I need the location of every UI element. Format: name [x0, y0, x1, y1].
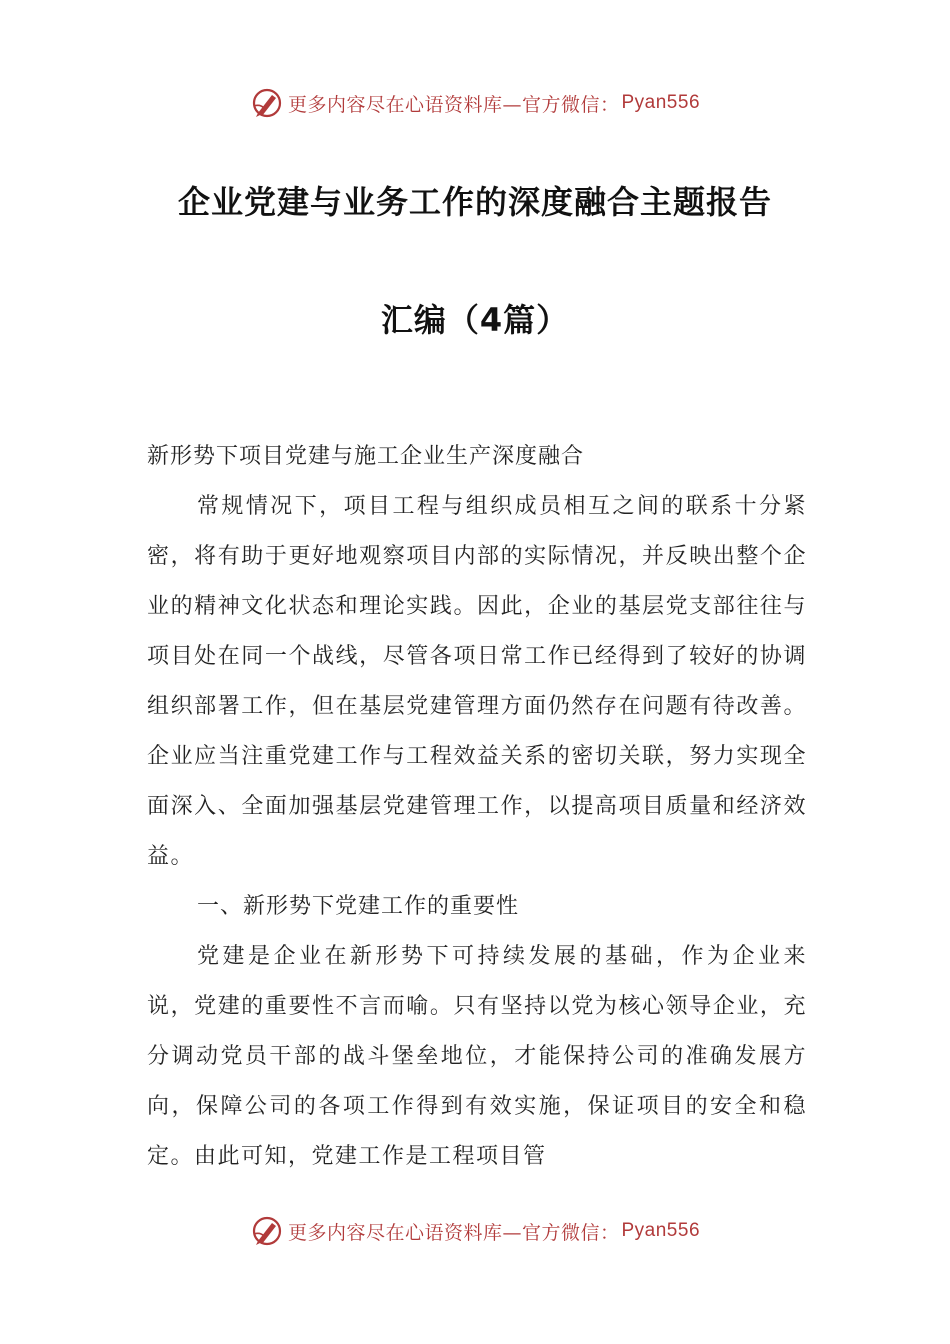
body-paragraph: 常规情况下，项目工程与组织成员相互之间的联系十分紧密，将有助于更好地观察项目内部的实际情况，并反映出整个企业的精神文化状态和理论实践。因此，企业的基层党支部往往与项目处在同一个战线，尽管各项日常工作已经得到了较好的协调组织部署工作，但在基层党建管理方面仍然存在问题有待改善。企业应当注重党建工作与工程效益关系的密切关联，努力实现全面深入、全面加强基层党建管理工作，以提高项目质量和经济效益。 [147, 494, 807, 869]
watermark-header [0, 83, 950, 123]
watermark-footer [0, 1211, 950, 1251]
pen-logo-icon [250, 1214, 284, 1248]
pen-logo-icon [250, 86, 284, 120]
watermark-text: 更多内容尽在心语资料库—官方微信： [287, 1221, 620, 1244]
document-body [147, 432, 807, 1182]
watermark-wechat-id: Pyan556 [621, 92, 701, 113]
document-title-line-1: 企业党建与业务工作的深度融合主题报告 [177, 183, 772, 221]
watermark-wechat-id: Pyan556 [621, 1220, 701, 1241]
document-title-line-2: 汇编（4篇） [380, 301, 570, 339]
body-paragraph: 党建是企业在新形势下可持续发展的基础，作为企业来说，党建的重要性不言而喻。只有坚持以党为核心领导企业，充分调动党员干部的战斗堡垒地位，才能保持公司的准确发展方向，保障公司的各项工作得到有效实施，保证项目的安全和稳定。由此可知，党建工作是工程项目管 [147, 944, 807, 1169]
section-heading: 新形势下项目党建与施工企业生产深度融合 [147, 444, 585, 469]
section-heading: 一、新形势下党建工作的重要性 [197, 894, 520, 919]
watermark-text: 更多内容尽在心语资料库—官方微信： [287, 93, 620, 116]
